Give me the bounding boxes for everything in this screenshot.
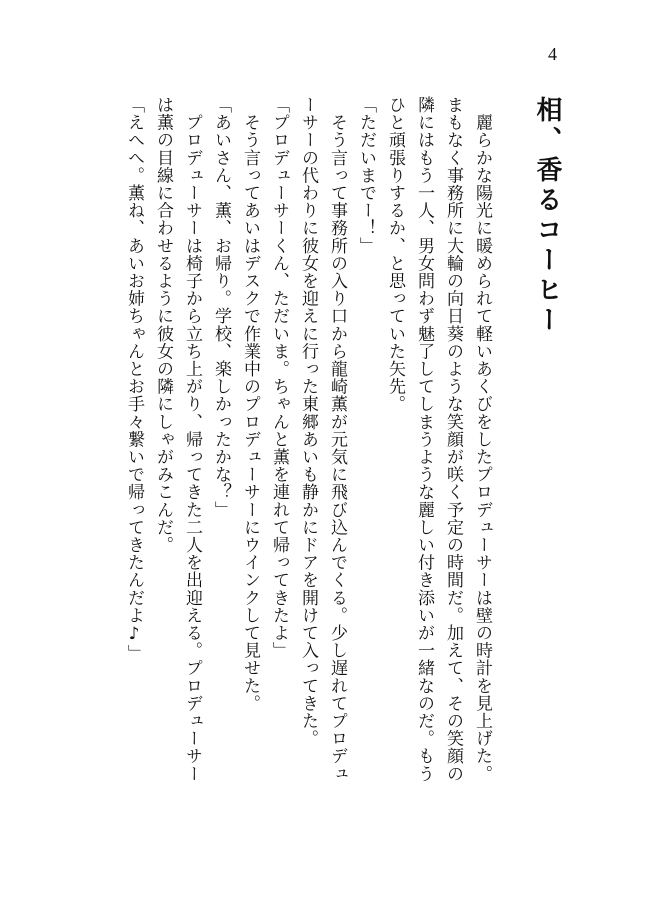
page-number: 4: [548, 44, 557, 64]
paragraph: 「あいさん、薫、お帰り。学校、楽しかったかな？」: [211, 96, 231, 519]
chapter-title: 相、香るコーヒー: [532, 96, 562, 336]
paragraph: プロデューサーは椅子から立ち上がり、帰ってきた二人を出迎える。プロデューサーは薫の目線に合わせるように彼女の隣にしゃがみこんだ。: [153, 96, 202, 783]
paragraph: 「プロデューサーくん、ただいま。ちゃんと薫を連れて帰ってきたよ」: [269, 96, 289, 660]
paragraph: 「えへへ。薫ね、あいお姉ちゃんとお手々繋いで帰ってきたんだよ♪」: [124, 96, 144, 663]
body-text: [119, 96, 560, 796]
paragraph: 「ただいまでー！」: [356, 96, 376, 255]
paragraph: そう言って事務所の入り口から龍崎薫が元気に飛び込んでくる。少し遅れてプロデューサーの代わりに彼女を迎えに行った東郷あいも静かにドアを開けて入ってきた。: [298, 96, 347, 783]
paragraph: そう言ってあいはデスクで作業中のプロデューサーにウインクして見せた。: [240, 96, 260, 712]
paragraph: 麗らかな陽光に暖められて軽いあくびをしたプロデューサーは壁の時計を見上げた。まもなく事務所に大輪の向日葵のような笑顔が咲く予定の時間だ。加えて、その笑顔の隣にはもう一人、男女問わず魅了してしまうような麗しい付き添いが一緒なのだ。もうひと頑張りするか、と思っていた矢先。: [385, 96, 492, 783]
